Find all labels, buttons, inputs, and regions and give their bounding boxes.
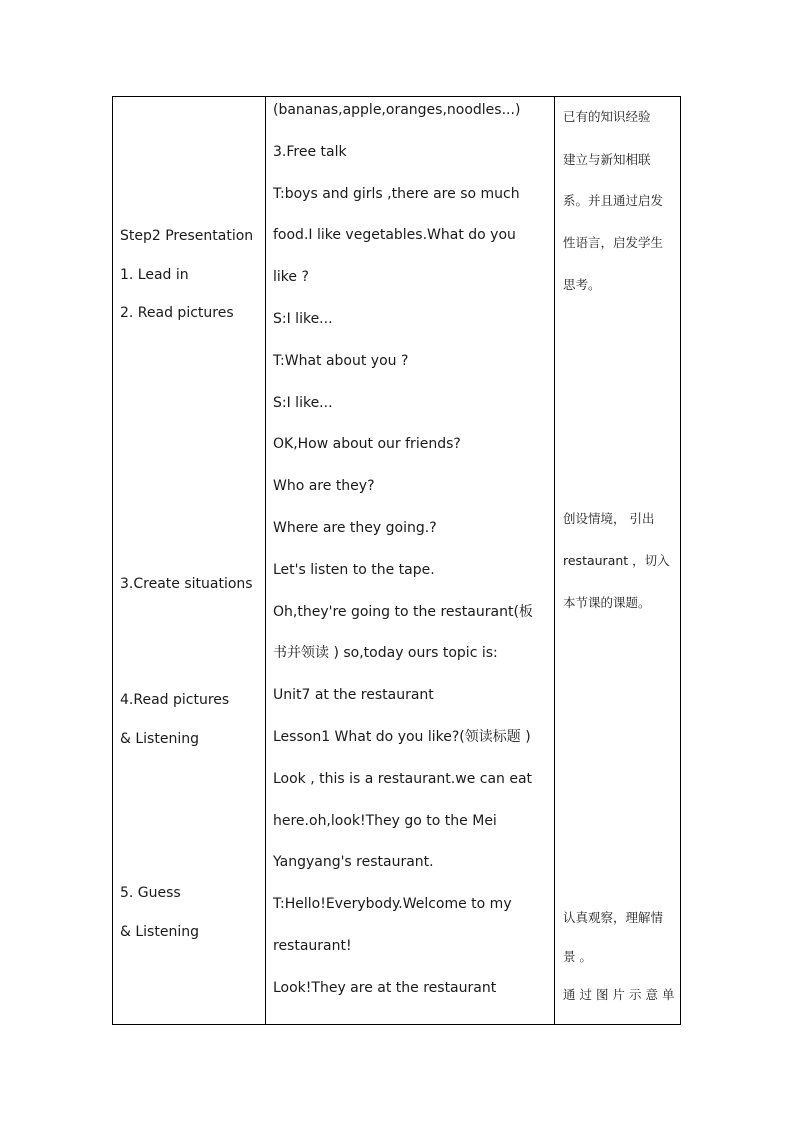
step-item: 4.Read pictures	[120, 692, 230, 708]
procedure-line: 书并领读 ) so,today ours topic is:	[273, 645, 498, 661]
procedure-line: S:I like...	[273, 395, 333, 411]
column-divider	[265, 97, 266, 1024]
step-item: 1. Lead in	[120, 267, 189, 283]
intention-line: 思考。	[563, 277, 601, 292]
step-item: & Listening	[120, 731, 199, 747]
procedure-line: OK,How about our friends?	[273, 436, 461, 452]
procedure-line: Who are they?	[273, 478, 375, 494]
step-item: 3.Create situations	[120, 576, 253, 592]
intention-line: 创设情境， 引出	[563, 511, 655, 526]
procedure-line: 3.Free talk	[273, 144, 347, 160]
intention-line: 已有的知识经验	[563, 109, 651, 124]
procedure-line: T:What about you ?	[273, 353, 409, 369]
procedure-line: Where are they going.?	[273, 520, 437, 536]
procedure-line: Look!They are at the restaurant	[273, 980, 497, 996]
procedure-line: S:I like...	[273, 311, 333, 327]
procedure-line: here.oh,look!They go to the Mei	[273, 813, 497, 829]
procedure-line: restaurant!	[273, 938, 352, 954]
procedure-line: like ?	[273, 269, 309, 285]
procedure-line: Oh,they're going to the restaurant(板	[273, 604, 533, 620]
intention-line: 景 。	[563, 949, 592, 964]
step-heading: Step2 Presentation	[120, 228, 254, 244]
procedure-line: (bananas,apple,oranges,noodles...)	[273, 102, 521, 118]
procedure-line: Yangyang's restaurant.	[273, 854, 434, 870]
step-item: & Listening	[120, 924, 199, 940]
intention-line: 本节课的课题。	[563, 595, 651, 610]
procedure-line: T:Hello!Everybody.Welcome to my	[273, 896, 512, 912]
step-item: 5. Guess	[120, 885, 181, 901]
intention-line: 通过图片示意单	[563, 987, 679, 1002]
column-divider	[554, 97, 555, 1024]
intention-line: 性语言，启发学生	[563, 235, 664, 250]
intention-line: 认真观察，理解情	[563, 910, 664, 925]
lesson-plan-table	[112, 96, 681, 1025]
procedure-line: Look , this is a restaurant.we can eat	[273, 771, 533, 787]
procedure-line: Unit7 at the restaurant	[273, 687, 434, 703]
procedure-line: food.I like vegetables.What do you	[273, 227, 516, 243]
procedure-line: T:boys and girls ,there are so much	[273, 186, 520, 202]
intention-line: 建立与新知相联	[563, 152, 651, 167]
procedure-line: Lesson1 What do you like?(领读标题 )	[273, 729, 531, 745]
intention-line: restaurant ，切入	[563, 553, 670, 568]
intention-line: 系。并且通过启发	[563, 193, 664, 208]
procedure-line: Let's listen to the tape.	[273, 562, 435, 578]
step-item: 2. Read pictures	[120, 305, 234, 321]
